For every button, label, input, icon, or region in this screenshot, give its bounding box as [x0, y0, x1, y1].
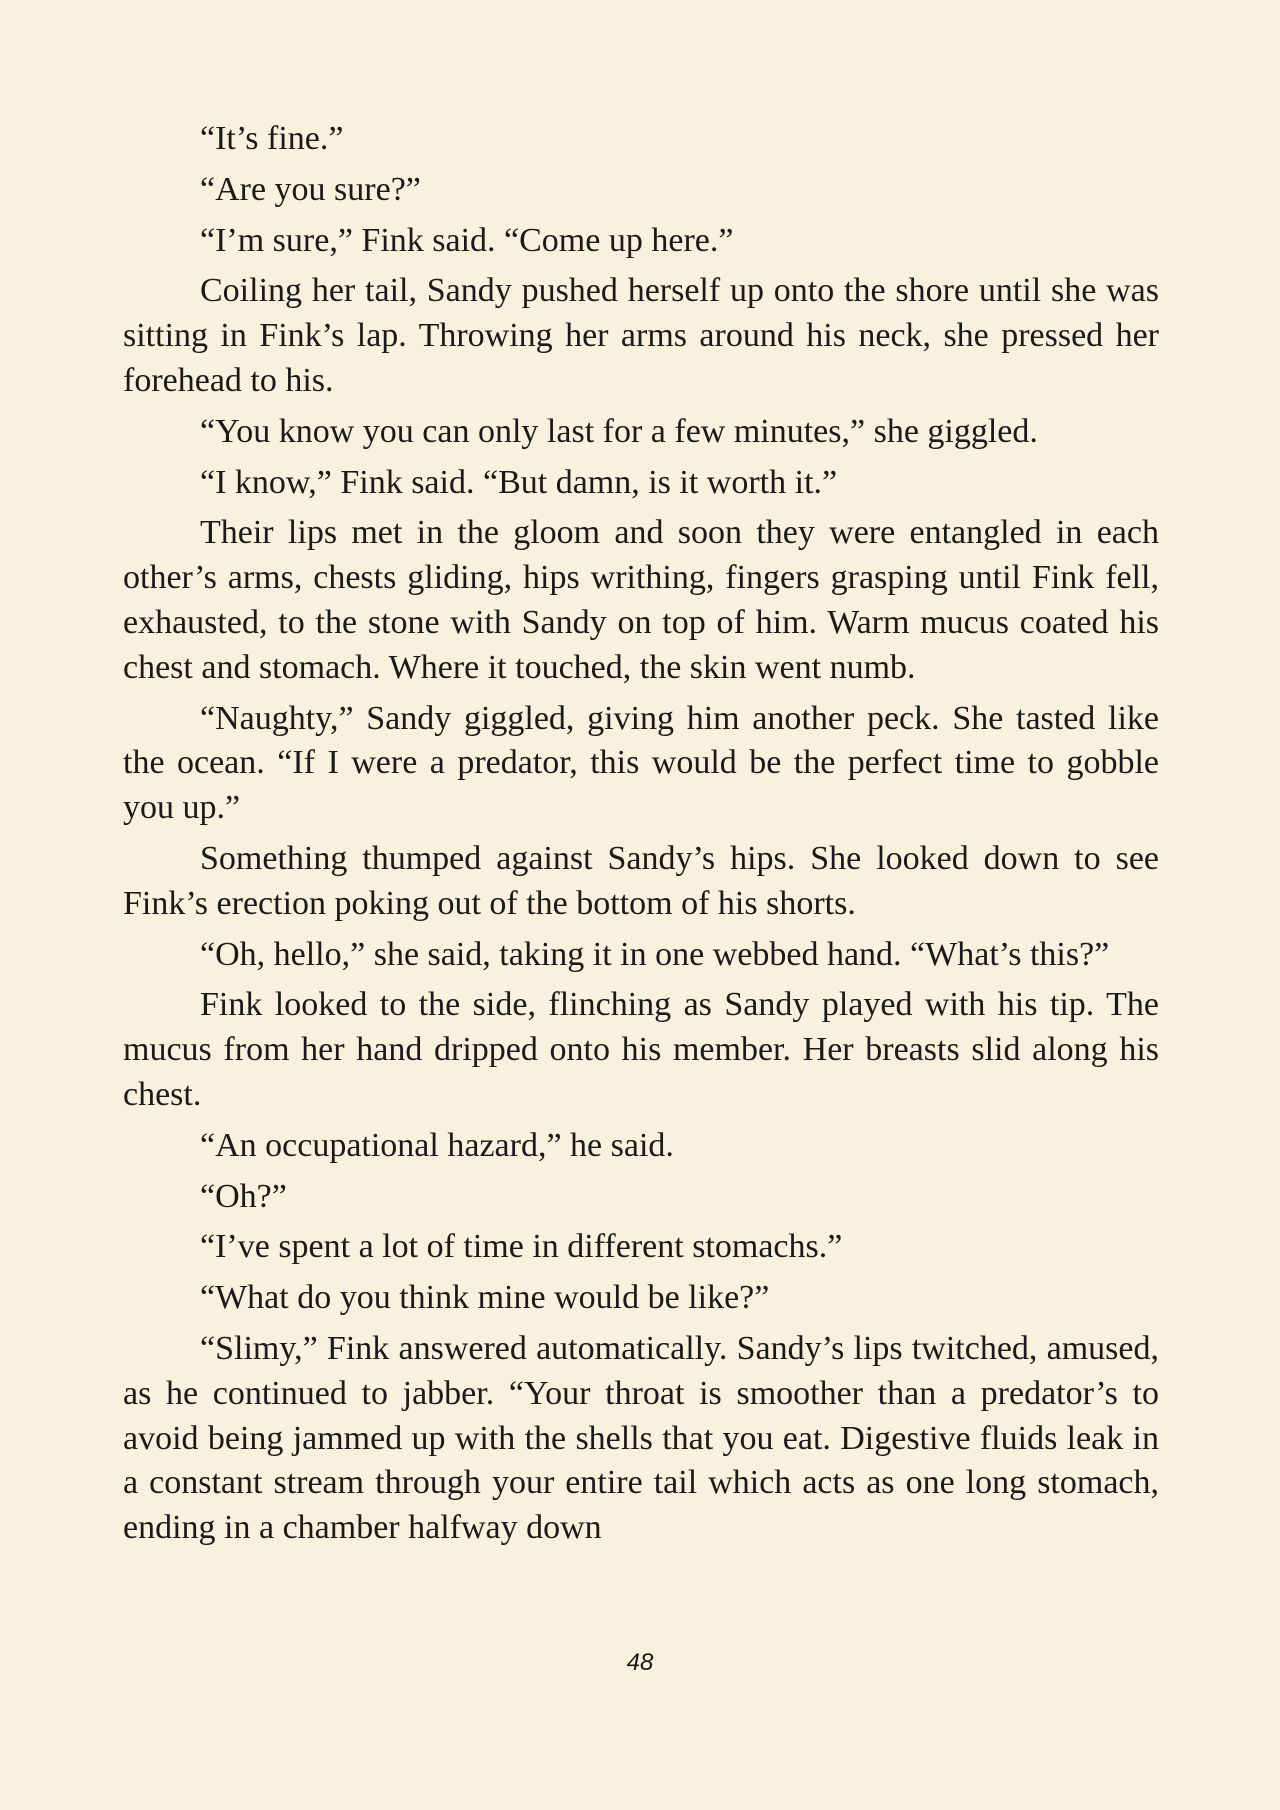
- paragraph: Their lips met in the gloom and soon they were entangled in each other’s arms, chests gliding, hips writhing, fingers grasping until Fink fell, exhausted, to the stone with Sandy on top of him. Warm mucus coated his chest and stomach. Where it touched, the skin went numb.: [123, 514, 1159, 686]
- paragraph: “You know you can only last for a few minutes,” she giggled.: [200, 412, 1038, 450]
- paragraph: “Are you sure?”: [200, 170, 421, 208]
- paragraph: “Slimy,” Fink answered automatically. Sandy’s lips twitched, amused, as he continued to jabber. “Your throat is smoother than a predator’s to avoid being jammed up with the shells that you eat. Digestive fluids leak in a constant stream through your entire tail which acts as one long stomach, ending in a chamber halfway down: [123, 1329, 1159, 1547]
- paragraph: Something thumped against Sandy’s hips. She looked down to see Fink’s erection poking out of the bottom of his shorts.: [123, 839, 1159, 922]
- paragraph: “Oh?”: [200, 1177, 287, 1215]
- page-body: [123, 117, 1159, 1557]
- paragraph: “Naughty,” Sandy giggled, giving him another peck. She tasted like the ocean. “If I were a predator, this would be the perfect time to gobble you up.”: [123, 699, 1159, 827]
- paragraph: “Oh, hello,” she said, taking it in one webbed hand. “What’s this?”: [200, 935, 1110, 973]
- page-number: 48: [626, 1649, 654, 1676]
- paragraph: “I know,” Fink said. “But damn, is it worth it.”: [200, 463, 838, 501]
- paragraph: Fink looked to the side, flinching as Sandy played with his tip. The mucus from her hand dripped onto his member. Her breasts slid along his chest.: [123, 986, 1159, 1113]
- paragraph: “An occupational hazard,” he said.: [200, 1126, 674, 1164]
- paragraph: “What do you think mine would be like?”: [200, 1279, 770, 1317]
- paragraph: “I’m sure,” Fink said. “Come up here.”: [200, 221, 734, 259]
- paragraph: Coiling her tail, Sandy pushed herself up onto the shore until she was sitting in Fink’s lap. Throwing her arms around his neck, she pressed her forehead to his.: [123, 272, 1159, 399]
- paragraph: “It’s fine.”: [200, 120, 344, 157]
- paragraph: “I’ve spent a lot of time in different stomachs.”: [200, 1228, 843, 1266]
